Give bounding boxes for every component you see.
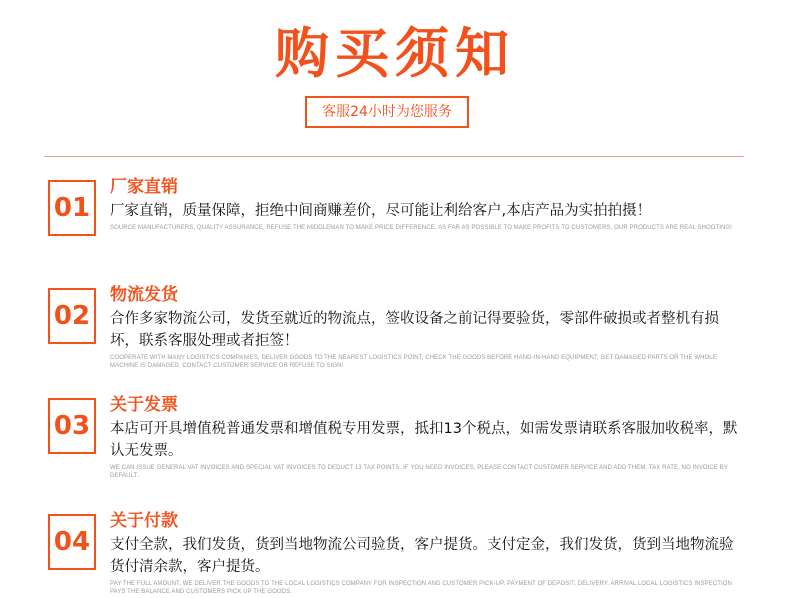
item-english-description: SOURCE MANUFACTURERS, QUALITY ASSURANCE, REFUSE THE MIDDLEMAN TO MAKE PRICE DIFFERENCE, AS FAR AS POSSIBLE TO MAKE PROFITS TO CUSTOMERS, OUR PRODUCTS ARE REAL SHOOTING! <box>110 225 733 231</box>
item-number-badge: 04 <box>48 514 96 570</box>
item-description: 支付全款，我们发货，货到当地物流公司验货，客户提货。支付定金，我们发货，货到当地物流验货付清余款，客户提货。 <box>110 537 734 575</box>
item-title: 关于付款 <box>110 511 178 531</box>
item-english-description: WE CAN ISSUE GENERAL VAT INVOICES AND SPECIAL VAT INVOICES TO DEDUCT 13 TAX POINTS. IF YOU NEED INVOICES, PLEASE CONTACT CUSTOMER SERVICE AND ADD THEM. TAX RATE, NO INVOICE BY DEFAULT. <box>110 465 728 479</box>
header-divider <box>44 156 744 157</box>
item-title: 物流发货 <box>110 285 178 305</box>
item-number-badge: 03 <box>48 398 96 454</box>
service-hours-badge: 客服24小时为您服务 <box>305 96 469 128</box>
item-number-badge: 02 <box>48 288 96 344</box>
item-description: 本店可开具增值税普通发票和增值税专用发票，抵扣13个税点，如需发票请联系客服加收税率，默认无发票。 <box>110 421 738 459</box>
page-title: 购买须知 <box>275 22 515 85</box>
item-english-description: COOPERATE WITH MANY LOGISTICS COMPANIES, DELIVER GOODS TO THE NEAREST LOGISTICS POINT, CHECK THE GOODS BEFORE HAND-IN-HAND EQUIPMENT, GET DAMAGED PARTS OR THE WHOLE MACHINE IS DAMAGED, CONTACT CUSTOMER SERVICE OR REFUSE TO SIGN! <box>110 355 717 369</box>
item-title: 厂家直销 <box>110 177 178 197</box>
item-title: 关于发票 <box>110 395 178 415</box>
item-number-badge: 01 <box>48 180 96 236</box>
item-description: 厂家直销，质量保障，拒绝中间商赚差价，尽可能让利给客户,本店产品为实拍拍摄！ <box>110 203 652 219</box>
item-description: 合作多家物流公司，发货至就近的物流点，签收设备之前记得要验货，零部件破损或者整机有损坏，联系客服处理或者拒签！ <box>110 311 719 349</box>
item-english-description: PAY THE FULL AMOUNT, WE DELIVER THE GOODS TO THE LOCAL LOGISTICS COMPANY FOR INSPECTION AND CUSTOMER PICK-UP. PAYMENT OF DEPOSIT, DELIVERY, ARRIVAL LOCAL LOGISTICS INSPECTION PAYS THE BALANCE AND CUSTOMERS PICK UP THE GOODS. <box>110 581 732 595</box>
